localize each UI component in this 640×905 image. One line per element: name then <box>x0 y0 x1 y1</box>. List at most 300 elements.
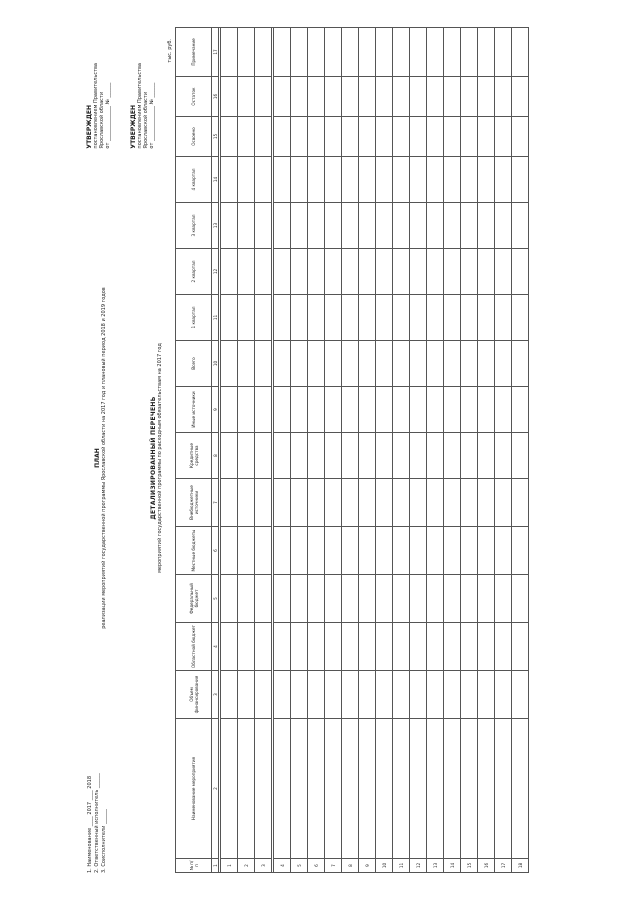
row-value <box>495 156 512 202</box>
row-value <box>291 478 308 526</box>
row-value <box>512 478 529 526</box>
document-title-top <box>95 223 107 693</box>
row-value <box>410 76 427 116</box>
row-value <box>495 622 512 670</box>
approval-line: Ярославской области <box>99 91 105 149</box>
row-value <box>478 574 495 622</box>
row-value <box>255 248 272 294</box>
row-value <box>512 156 529 202</box>
row-value <box>512 386 529 432</box>
column-number: 2 <box>212 718 219 858</box>
row-value <box>359 478 376 526</box>
row-value <box>238 670 255 718</box>
row-name <box>325 718 342 858</box>
row-value <box>512 432 529 478</box>
row-value <box>238 156 255 202</box>
row-value <box>255 622 272 670</box>
row-name <box>393 718 410 858</box>
row-value <box>461 156 478 202</box>
row-value <box>495 202 512 248</box>
document-title-main <box>151 203 163 713</box>
column-header: Федеральный бюджет <box>176 574 212 622</box>
column-number: 8 <box>212 432 219 478</box>
row-value <box>427 574 444 622</box>
row-value <box>255 156 272 202</box>
row-value <box>359 294 376 340</box>
row-value <box>461 202 478 248</box>
row-value <box>478 386 495 432</box>
row-value <box>461 670 478 718</box>
row-value <box>325 670 342 718</box>
row-value <box>325 432 342 478</box>
table-row <box>495 27 512 872</box>
row-value <box>359 670 376 718</box>
main-title-text: мероприятий государственной программы по расходным обязательствам на 2017 год <box>157 342 163 573</box>
row-value <box>410 340 427 386</box>
row-value <box>359 156 376 202</box>
row-value <box>478 432 495 478</box>
row-value <box>221 386 238 432</box>
row-number: 14 <box>444 858 461 872</box>
row-value <box>461 574 478 622</box>
column-number: 11 <box>212 294 219 340</box>
row-value <box>393 294 410 340</box>
row-value <box>444 76 461 116</box>
column-number: 14 <box>212 156 219 202</box>
row-value <box>274 27 291 76</box>
row-value <box>238 386 255 432</box>
approval-line: постановлением Правительства <box>93 62 99 149</box>
row-value <box>444 574 461 622</box>
row-value <box>512 526 529 574</box>
approval-line: от ______________ № ______ <box>149 82 155 149</box>
row-name <box>444 718 461 858</box>
row-value <box>291 340 308 386</box>
row-value <box>410 432 427 478</box>
row-value <box>410 294 427 340</box>
row-number: 1 <box>221 858 238 872</box>
row-value <box>393 670 410 718</box>
row-value <box>342 340 359 386</box>
row-value <box>291 76 308 116</box>
row-value <box>461 432 478 478</box>
row-value <box>255 574 272 622</box>
table-row <box>478 27 495 872</box>
row-value <box>376 478 393 526</box>
row-value <box>359 27 376 76</box>
row-name <box>255 718 272 858</box>
row-value <box>410 670 427 718</box>
row-value <box>238 478 255 526</box>
row-value <box>478 76 495 116</box>
column-header: 3 квартал <box>176 202 212 248</box>
row-value <box>325 574 342 622</box>
row-number: 3 <box>255 858 272 872</box>
row-value <box>342 294 359 340</box>
row-value <box>444 156 461 202</box>
row-value <box>308 76 325 116</box>
row-value <box>495 386 512 432</box>
row-value <box>291 622 308 670</box>
row-value <box>325 156 342 202</box>
row-value <box>512 76 529 116</box>
row-value <box>495 294 512 340</box>
row-value <box>342 202 359 248</box>
row-value <box>308 670 325 718</box>
row-value <box>221 432 238 478</box>
row-name <box>291 718 308 858</box>
approval-heading: УТВЕРЖДЕН <box>130 104 137 149</box>
row-number: 10 <box>376 858 393 872</box>
column-number: 13 <box>212 202 219 248</box>
row-value <box>393 76 410 116</box>
row-value <box>461 526 478 574</box>
column-header: 2 квартал <box>176 248 212 294</box>
row-value <box>427 202 444 248</box>
row-number: 18 <box>512 858 529 872</box>
table-row <box>376 27 393 872</box>
row-value <box>342 574 359 622</box>
row-value <box>393 27 410 76</box>
row-value <box>376 526 393 574</box>
row-number: 12 <box>410 858 427 872</box>
row-value <box>274 340 291 386</box>
row-value <box>342 622 359 670</box>
title-heading: ПЛАН <box>94 447 101 468</box>
row-value <box>274 574 291 622</box>
row-value <box>291 526 308 574</box>
row-value <box>325 340 342 386</box>
approval-line: от ______________ № ______ <box>105 82 111 149</box>
row-value <box>274 432 291 478</box>
row-value <box>512 294 529 340</box>
row-value <box>512 202 529 248</box>
row-value <box>444 27 461 76</box>
row-value <box>221 574 238 622</box>
row-value <box>376 76 393 116</box>
row-name <box>359 718 376 858</box>
row-value <box>444 622 461 670</box>
row-value <box>308 156 325 202</box>
row-value <box>238 76 255 116</box>
table-row <box>308 27 325 872</box>
table-row <box>325 27 342 872</box>
row-value <box>512 574 529 622</box>
table-row <box>255 27 272 872</box>
row-value <box>238 116 255 156</box>
row-value <box>238 340 255 386</box>
row-value <box>342 526 359 574</box>
row-value <box>512 116 529 156</box>
row-value <box>495 478 512 526</box>
column-header: Всего <box>176 340 212 386</box>
row-value <box>478 526 495 574</box>
row-value <box>325 478 342 526</box>
row-value <box>255 478 272 526</box>
row-value <box>376 202 393 248</box>
table-row <box>410 27 427 872</box>
row-value <box>495 574 512 622</box>
row-value <box>342 386 359 432</box>
table-row <box>427 27 444 872</box>
column-header: Кредитные средства <box>176 432 212 478</box>
row-value <box>444 294 461 340</box>
row-value <box>393 622 410 670</box>
row-value <box>255 116 272 156</box>
row-value <box>325 386 342 432</box>
row-value <box>410 202 427 248</box>
row-value <box>255 386 272 432</box>
row-number: 16 <box>478 858 495 872</box>
row-value <box>308 116 325 156</box>
row-value <box>495 116 512 156</box>
row-value <box>308 294 325 340</box>
row-value <box>495 670 512 718</box>
row-name <box>376 718 393 858</box>
column-number: 12 <box>212 248 219 294</box>
approval-line: постановлением Правительства <box>137 62 143 149</box>
note-line: 1. Наименование ____ 2017 ____ 2018 <box>87 775 93 873</box>
column-number: 6 <box>212 526 219 574</box>
row-value <box>376 670 393 718</box>
row-value <box>495 76 512 116</box>
column-number: 3 <box>212 670 219 718</box>
row-value <box>461 27 478 76</box>
row-value <box>342 27 359 76</box>
row-value <box>238 526 255 574</box>
row-value <box>274 478 291 526</box>
row-value <box>376 27 393 76</box>
row-value <box>427 156 444 202</box>
row-value <box>427 294 444 340</box>
column-header: Объем финансирования <box>176 670 212 718</box>
row-value <box>308 248 325 294</box>
row-name <box>342 718 359 858</box>
row-value <box>376 156 393 202</box>
row-value <box>478 202 495 248</box>
notes-left <box>87 773 108 873</box>
approval-stamp-mid <box>131 63 155 149</box>
table-row <box>512 27 529 872</box>
main-title-heading: ДЕТАЛИЗИРОВАННЫЙ ПЕРЕЧЕНЬ <box>150 395 157 520</box>
column-number: 7 <box>212 478 219 526</box>
row-name <box>238 718 255 858</box>
row-value <box>461 478 478 526</box>
row-value <box>444 432 461 478</box>
column-header: Областной бюджет <box>176 622 212 670</box>
row-value <box>342 156 359 202</box>
row-number: 5 <box>291 858 308 872</box>
column-header: Иные источники <box>176 386 212 432</box>
row-value <box>308 202 325 248</box>
row-value <box>255 294 272 340</box>
row-value <box>308 386 325 432</box>
table-row <box>238 27 255 872</box>
row-value <box>255 432 272 478</box>
row-value <box>427 340 444 386</box>
row-value <box>393 574 410 622</box>
row-value <box>461 248 478 294</box>
row-value <box>478 622 495 670</box>
row-value <box>274 156 291 202</box>
row-value <box>359 432 376 478</box>
row-value <box>461 340 478 386</box>
row-value <box>495 432 512 478</box>
column-number: 5 <box>212 574 219 622</box>
column-number: 1 <box>212 858 219 872</box>
row-value <box>274 622 291 670</box>
row-number: 13 <box>427 858 444 872</box>
column-number: 17 <box>212 27 219 76</box>
row-value <box>478 248 495 294</box>
row-value <box>274 670 291 718</box>
row-value <box>238 294 255 340</box>
row-value <box>478 294 495 340</box>
row-value <box>427 670 444 718</box>
row-value <box>359 622 376 670</box>
row-value <box>342 670 359 718</box>
row-value <box>274 386 291 432</box>
row-value <box>512 622 529 670</box>
row-value <box>376 622 393 670</box>
row-name <box>410 718 427 858</box>
approval-heading: УТВЕРЖДЕН <box>86 104 93 149</box>
row-value <box>325 116 342 156</box>
row-number: 7 <box>325 858 342 872</box>
row-number: 4 <box>274 858 291 872</box>
row-value <box>274 526 291 574</box>
row-value <box>274 202 291 248</box>
detailed-list-table <box>175 27 529 873</box>
row-value <box>325 248 342 294</box>
row-number: 6 <box>308 858 325 872</box>
row-number: 8 <box>342 858 359 872</box>
row-number: 2 <box>238 858 255 872</box>
row-value <box>376 340 393 386</box>
title-text: реализации мероприятий государственной программы Ярославской области на 2017 год и плановый период 2018 и 2019 годов <box>101 286 107 629</box>
row-value <box>221 294 238 340</box>
row-value <box>291 386 308 432</box>
row-value <box>461 386 478 432</box>
row-value <box>308 478 325 526</box>
unit-label: тыс. руб. <box>167 38 173 63</box>
row-value <box>238 27 255 76</box>
row-value <box>291 574 308 622</box>
row-name <box>495 718 512 858</box>
row-value <box>342 248 359 294</box>
row-name <box>461 718 478 858</box>
row-value <box>410 574 427 622</box>
row-value <box>478 27 495 76</box>
column-header: Примечание <box>176 27 212 76</box>
column-number: 4 <box>212 622 219 670</box>
row-value <box>359 116 376 156</box>
row-value <box>359 340 376 386</box>
table-body <box>219 27 529 872</box>
column-header: 1 квартал <box>176 294 212 340</box>
row-value <box>274 248 291 294</box>
table-row <box>342 27 359 872</box>
row-value <box>376 248 393 294</box>
row-value <box>495 526 512 574</box>
row-number: 15 <box>461 858 478 872</box>
row-value <box>512 27 529 76</box>
row-name <box>478 718 495 858</box>
row-value <box>274 76 291 116</box>
row-value <box>221 156 238 202</box>
row-value <box>238 202 255 248</box>
row-value <box>221 478 238 526</box>
row-value <box>410 248 427 294</box>
row-value <box>376 574 393 622</box>
column-header: Местные бюджеты <box>176 526 212 574</box>
row-value <box>427 526 444 574</box>
row-value <box>325 76 342 116</box>
row-value <box>512 340 529 386</box>
table-row <box>461 27 478 872</box>
row-value <box>255 202 272 248</box>
row-value <box>410 622 427 670</box>
row-value <box>444 340 461 386</box>
row-value <box>444 526 461 574</box>
row-value <box>255 670 272 718</box>
column-header: Наименование мероприятия <box>176 718 212 858</box>
table-row <box>359 27 376 872</box>
row-value <box>495 340 512 386</box>
row-value <box>495 27 512 76</box>
row-value <box>410 156 427 202</box>
row-value <box>342 432 359 478</box>
row-value <box>478 116 495 156</box>
row-value <box>291 248 308 294</box>
row-value <box>393 386 410 432</box>
column-number: 16 <box>212 76 219 116</box>
table-header-row <box>176 27 212 872</box>
row-value <box>393 432 410 478</box>
row-value <box>427 248 444 294</box>
row-value <box>427 386 444 432</box>
row-value <box>308 622 325 670</box>
row-value <box>393 248 410 294</box>
row-value <box>255 526 272 574</box>
approval-line: Ярославской области <box>143 91 149 149</box>
row-value <box>255 340 272 386</box>
row-value <box>393 202 410 248</box>
row-value <box>359 202 376 248</box>
row-value <box>427 76 444 116</box>
row-value <box>325 27 342 76</box>
row-value <box>221 76 238 116</box>
row-number: 9 <box>359 858 376 872</box>
row-value <box>478 670 495 718</box>
row-value <box>255 76 272 116</box>
row-value <box>393 116 410 156</box>
row-value <box>342 478 359 526</box>
column-number: 15 <box>212 116 219 156</box>
row-value <box>410 116 427 156</box>
row-value <box>221 622 238 670</box>
row-value <box>427 116 444 156</box>
row-value <box>461 76 478 116</box>
row-number: 17 <box>495 858 512 872</box>
row-value <box>274 294 291 340</box>
row-value <box>478 478 495 526</box>
row-value <box>342 116 359 156</box>
row-value <box>376 432 393 478</box>
row-value <box>308 526 325 574</box>
row-value <box>478 156 495 202</box>
row-value <box>238 622 255 670</box>
